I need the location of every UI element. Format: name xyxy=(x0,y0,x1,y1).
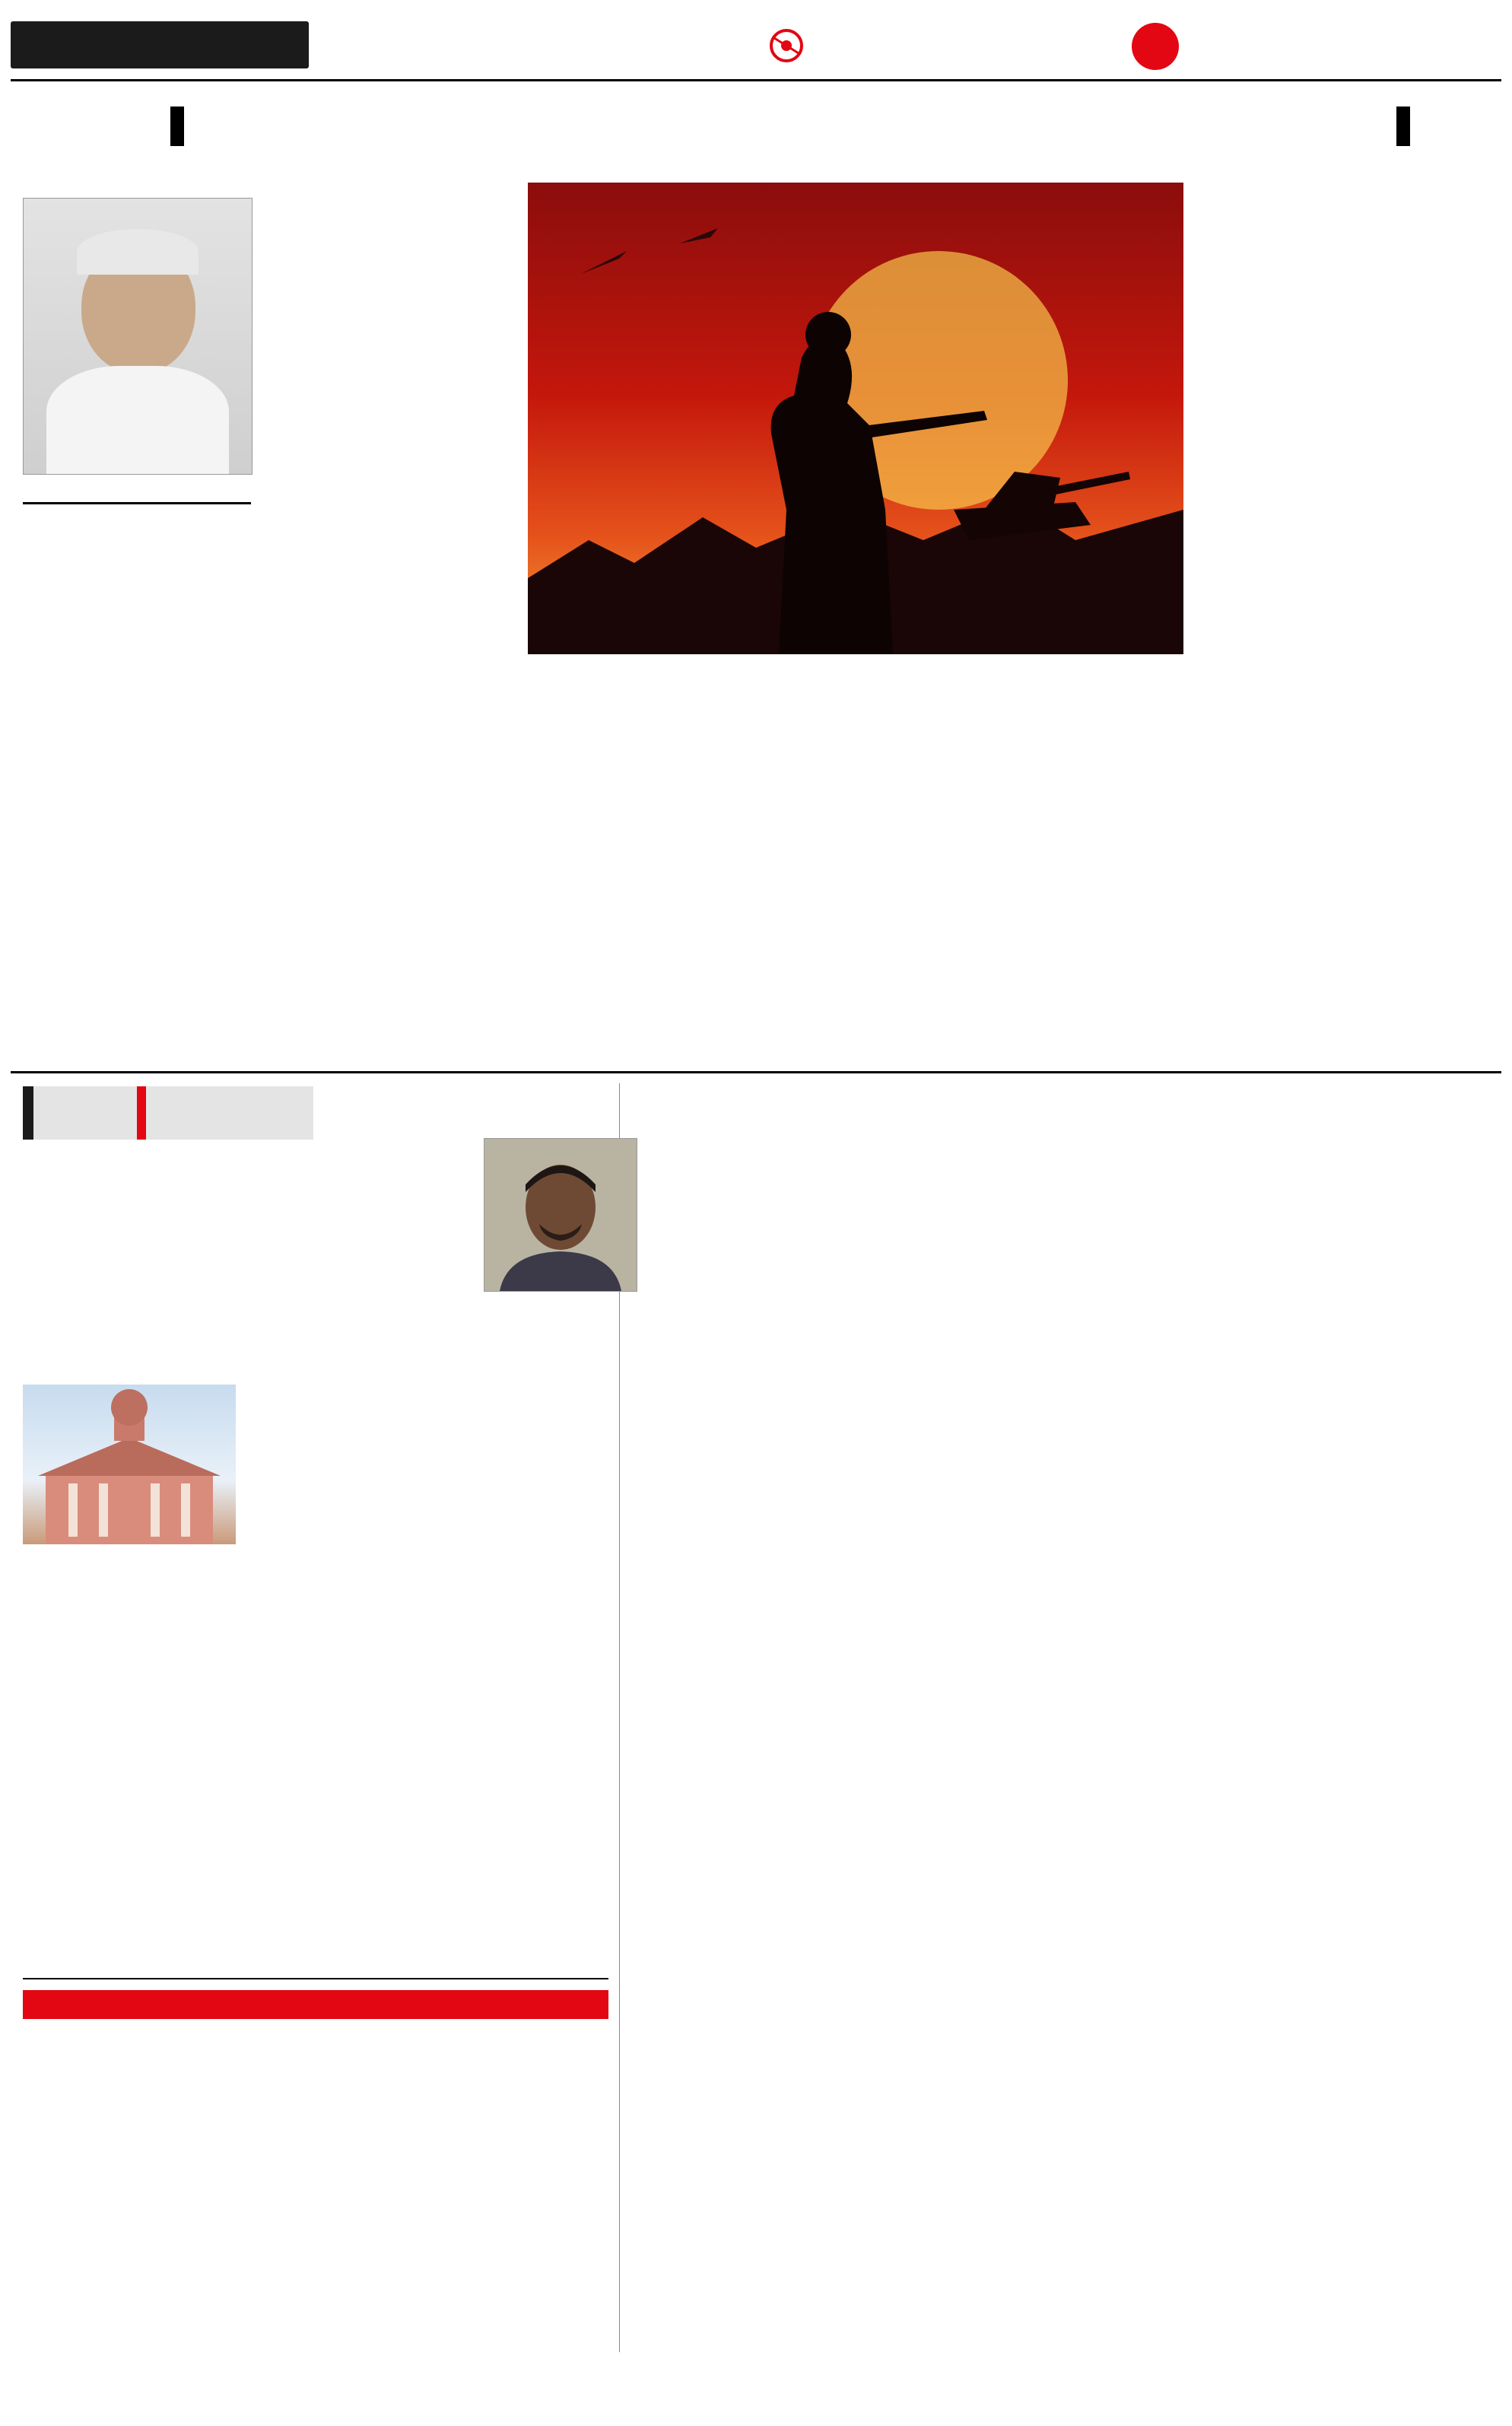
sampadakiya-text xyxy=(23,1200,608,1970)
himachal-author-visible-photo xyxy=(484,1138,637,1292)
masthead-rule xyxy=(11,79,1501,81)
photon-logo-icon xyxy=(770,26,803,65)
himachal-author-photo-frame xyxy=(476,1135,478,1137)
author-photo xyxy=(23,198,253,475)
lead-headline-bar-right xyxy=(1396,107,1410,146)
supreme-court-photo xyxy=(23,1385,236,1544)
lead-col-3 xyxy=(528,663,847,1064)
sampadakiya-banner xyxy=(23,1086,313,1140)
lead-col-2 xyxy=(269,654,513,1064)
lead-col-4 xyxy=(856,663,1183,1064)
lead-headline-bar-left xyxy=(170,107,184,146)
sampadakiya-banner-accent-red xyxy=(137,1086,146,1140)
masthead xyxy=(0,0,1512,84)
chintan-banner xyxy=(23,1990,608,2019)
lead-photo xyxy=(528,183,1183,654)
pullquote-rule xyxy=(23,502,251,504)
sampadakiya-bottom-rule xyxy=(23,1978,608,1979)
sampadakiya-banner-accent xyxy=(23,1086,33,1140)
lead-col-5 xyxy=(1193,183,1494,1065)
page-number-badge xyxy=(1132,23,1179,70)
lead-bottom-rule xyxy=(11,1071,1501,1073)
chintan-text xyxy=(23,2072,608,2346)
pullquote xyxy=(29,525,249,1042)
section-tag xyxy=(11,21,309,68)
lead-col-1 xyxy=(269,181,513,647)
